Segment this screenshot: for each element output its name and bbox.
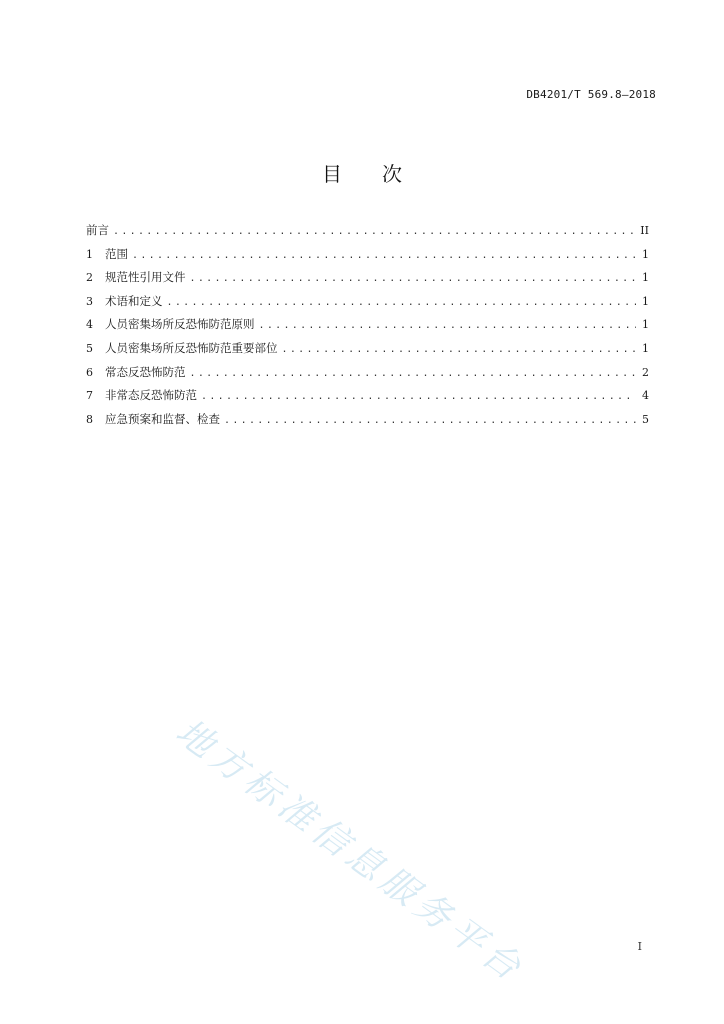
toc-item-foreword[interactable] — [86, 219, 649, 243]
toc-item-key-locations[interactable] — [86, 337, 649, 361]
toc-item-label: 前言 — [86, 223, 109, 237]
toc-item-routine-prevention[interactable] — [86, 361, 649, 385]
toc-leader-dots — [190, 267, 637, 291]
toc-item-page: 1 — [642, 247, 649, 261]
toc-leader-dots — [113, 220, 634, 244]
toc-item-number: 2 — [86, 271, 93, 285]
toc-item-page: 1 — [642, 341, 649, 355]
toc-item-principles[interactable] — [86, 313, 649, 337]
toc-item-page: 1 — [642, 318, 649, 332]
toc-item-scope[interactable] — [86, 243, 649, 267]
toc-item-number: 8 — [86, 412, 93, 426]
table-of-contents — [86, 219, 649, 431]
toc-title-char-1: 目 — [322, 162, 342, 186]
page-number: I — [637, 940, 642, 953]
toc-leader-dots — [190, 362, 637, 386]
toc-item-label: 常态反恐怖防范 — [105, 364, 186, 379]
toc-item-terms-definitions[interactable] — [86, 290, 649, 314]
toc-item-number: 3 — [86, 294, 93, 308]
toc-leader-dots — [167, 291, 637, 315]
toc-item-label: 范围 — [105, 246, 128, 261]
toc-item-page: 4 — [642, 389, 649, 403]
toc-leader-dots — [259, 314, 637, 338]
toc-item-page: 5 — [642, 412, 649, 426]
toc-leader-dots — [201, 385, 636, 409]
toc-item-label: 人员密集场所反恐怖防范原则 — [105, 317, 255, 332]
toc-item-number: 6 — [86, 365, 93, 379]
toc-item-label: 非常态反恐怖防范 — [105, 388, 197, 403]
toc-item-number: 5 — [86, 341, 93, 355]
toc-item-number: 4 — [86, 318, 93, 332]
toc-item-page: 1 — [642, 294, 649, 308]
toc-title — [0, 158, 724, 187]
toc-leader-dots — [224, 409, 636, 433]
watermark: 地方标准信息服务平台 — [168, 711, 533, 992]
toc-item-nonroutine-prevention[interactable] — [86, 384, 649, 408]
document-code: DB4201/T 569.8—2018 — [526, 88, 656, 101]
toc-leader-dots — [132, 244, 636, 268]
toc-item-label: 人员密集场所反恐怖防范重要部位 — [105, 340, 278, 355]
toc-item-number: 7 — [86, 389, 93, 403]
toc-item-label: 规范性引用文件 — [105, 270, 186, 285]
toc-item-label: 应急预案和监督、检查 — [105, 411, 220, 426]
toc-item-page: II — [640, 224, 649, 237]
toc-item-page: 1 — [642, 271, 649, 285]
toc-item-emergency-plan[interactable] — [86, 408, 649, 432]
toc-item-label: 术语和定义 — [105, 293, 163, 308]
toc-item-normative-references[interactable] — [86, 266, 649, 290]
toc-title-char-2: 次 — [382, 162, 402, 186]
toc-item-page: 2 — [642, 365, 649, 379]
toc-item-number: 1 — [86, 247, 93, 261]
toc-leader-dots — [282, 338, 637, 362]
